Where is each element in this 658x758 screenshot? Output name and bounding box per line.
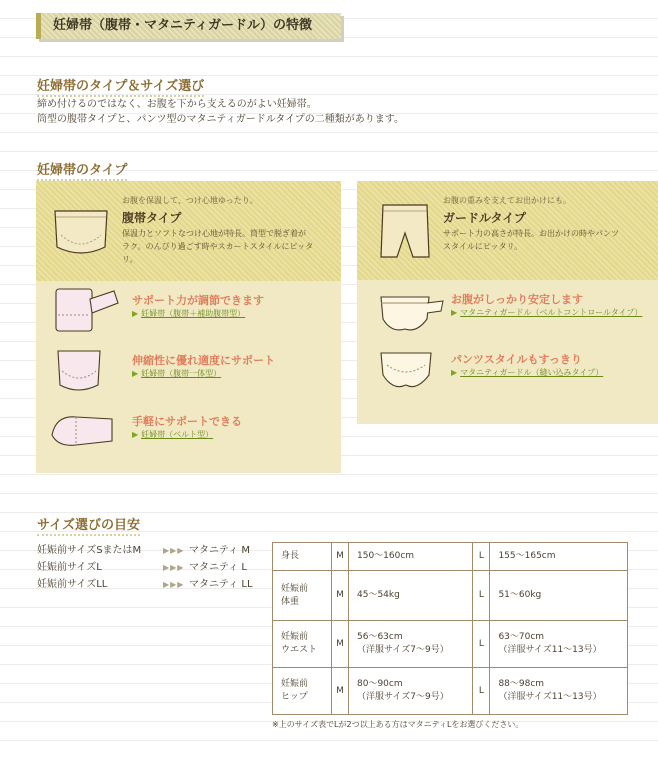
- haraobi-name: 腹帯タイプ: [122, 211, 182, 225]
- feature-link[interactable]: マタニティガードル（ベルトコントロールタイプ）: [460, 308, 643, 317]
- control-belt-girdle-icon: [377, 289, 447, 337]
- size-from: 妊娠前サイズLL: [37, 579, 108, 590]
- feature-link-row: [132, 429, 213, 440]
- size-mapping-list: [37, 542, 262, 593]
- feature-link[interactable]: マタニティガードル（縫い込みタイプ）: [460, 368, 604, 377]
- haraobi-subtitle: お腹を保温して、つけ心地ゆったり。: [122, 196, 258, 205]
- link-arrow-icon: ▶: [132, 309, 139, 318]
- size-letter: L: [473, 571, 490, 621]
- size-value: 155〜165cm: [490, 543, 628, 571]
- link-arrow-icon: ▶: [132, 369, 139, 378]
- belt-support-icon: [50, 285, 122, 337]
- wrap-belt-icon: [46, 405, 118, 451]
- table-row: [273, 668, 628, 715]
- feature-title: 手軽にサポートできる: [132, 415, 242, 428]
- size-mapping-row: [37, 542, 262, 559]
- size-from: 妊娠前サイズSまたはM: [37, 545, 142, 556]
- desc-line: スタイルにピッタリ。: [443, 242, 523, 251]
- size-letter: L: [473, 668, 490, 715]
- size-letter: L: [473, 621, 490, 668]
- intro-line: 締め付けるのではなく、お腹を下から支えるのがよい妊婦帯。: [37, 99, 317, 110]
- size-letter: M: [332, 571, 349, 621]
- desc-line: リ。: [122, 255, 138, 264]
- size-letter: L: [473, 543, 490, 571]
- girdle-name: ガードルタイプ: [443, 211, 526, 225]
- feature-title: サポート力が調節できます: [132, 294, 264, 307]
- page-banner-title: 妊婦帯（腹帯・マタニティガードル）の特徴: [36, 13, 341, 39]
- size-from: 妊娠前サイズL: [37, 562, 102, 573]
- size-value: 45〜54kg: [349, 571, 473, 621]
- haraobi-illustration-icon: [51, 207, 111, 257]
- feature-link[interactable]: 妊婦帯（腹帯一体型）: [141, 369, 222, 378]
- intro-text: [37, 97, 404, 127]
- row-label: 身長: [273, 543, 332, 571]
- feature-link-row: [132, 308, 245, 319]
- table-row: [273, 543, 628, 571]
- feature-link[interactable]: 妊婦帯（ベルト型）: [141, 430, 214, 439]
- size-letter: M: [332, 621, 349, 668]
- size-table: [272, 542, 628, 715]
- row-label: 妊娠前 体重: [273, 571, 332, 621]
- size-note: ※上のサイズ表でLが2つ以上ある方はマタニティLをお選びください。: [272, 720, 524, 729]
- feature-title: 伸縮性に優れ適度にサポート: [132, 354, 275, 367]
- size-letter: M: [332, 668, 349, 715]
- sewn-girdle-icon: [377, 347, 441, 395]
- feature-title: パンツスタイルもすっきり: [451, 353, 582, 366]
- table-row: [273, 571, 628, 621]
- haraobi-type-panel: [36, 181, 341, 473]
- link-arrow-icon: ▶: [132, 430, 139, 439]
- girdle-desc: [443, 227, 655, 253]
- haraobi-desc: [122, 227, 337, 266]
- size-to: マタニティ L: [189, 562, 247, 573]
- size-value: 51〜60kg: [490, 571, 628, 621]
- desc-line: ラク。のんびり過ごす時やスカートスタイルにピッタ: [122, 242, 314, 251]
- feature-title: お腹がしっかり安定します: [451, 293, 583, 306]
- table-row: [273, 621, 628, 668]
- size-heading: サイズ選びの目安: [37, 514, 140, 536]
- girdle-illustration-icon: [377, 199, 433, 265]
- size-mapping-row: [37, 559, 262, 576]
- triple-arrow-icon: ▶▶▶: [163, 563, 185, 572]
- size-letter: M: [332, 543, 349, 571]
- row-label: 妊娠前 ヒップ: [273, 668, 332, 715]
- triple-arrow-icon: ▶▶▶: [163, 546, 185, 555]
- size-mapping-row: [37, 576, 262, 593]
- size-to: マタニティ M: [189, 545, 251, 556]
- feature-link-row: [451, 307, 642, 318]
- feature-link-row: [132, 368, 221, 379]
- desc-line: 保温力とソフトなつけ心地が特長。筒型で脱ぎ着が: [122, 229, 306, 238]
- tube-band-icon: [50, 345, 122, 397]
- size-value: 80〜90cm （洋服サイズ7〜9号）: [349, 668, 473, 715]
- feature-link-row: [451, 367, 603, 378]
- size-value: 63〜70cm （洋服サイズ11〜13号）: [490, 621, 628, 668]
- triple-arrow-icon: ▶▶▶: [163, 580, 185, 589]
- size-to: マタニティ LL: [189, 579, 253, 590]
- intro-line: 筒型の腹帯タイプと、パンツ型のマタニティガードルタイプの二種類があります。: [37, 114, 404, 125]
- row-label: 妊娠前 ウエスト: [273, 621, 332, 668]
- intro-heading: 妊婦帯のタイプ＆サイズ選び: [37, 75, 204, 97]
- desc-line: サポート力の高さが特長。お出かけの時やパンツ: [443, 229, 619, 238]
- size-value: 150〜160cm: [349, 543, 473, 571]
- feature-link[interactable]: 妊婦帯（腹帯＋補助腹帯型）: [141, 309, 246, 318]
- types-heading: 妊婦帯のタイプ: [37, 159, 127, 181]
- link-arrow-icon: ▶: [451, 368, 458, 377]
- girdle-subtitle: お腹の重みを支えてお出かけにも。: [443, 196, 571, 205]
- size-value: 56〜63cm （洋服サイズ7〜9号）: [349, 621, 473, 668]
- girdle-type-panel: [357, 181, 658, 424]
- size-value: 88〜98cm （洋服サイズ11〜13号）: [490, 668, 628, 715]
- link-arrow-icon: ▶: [451, 308, 458, 317]
